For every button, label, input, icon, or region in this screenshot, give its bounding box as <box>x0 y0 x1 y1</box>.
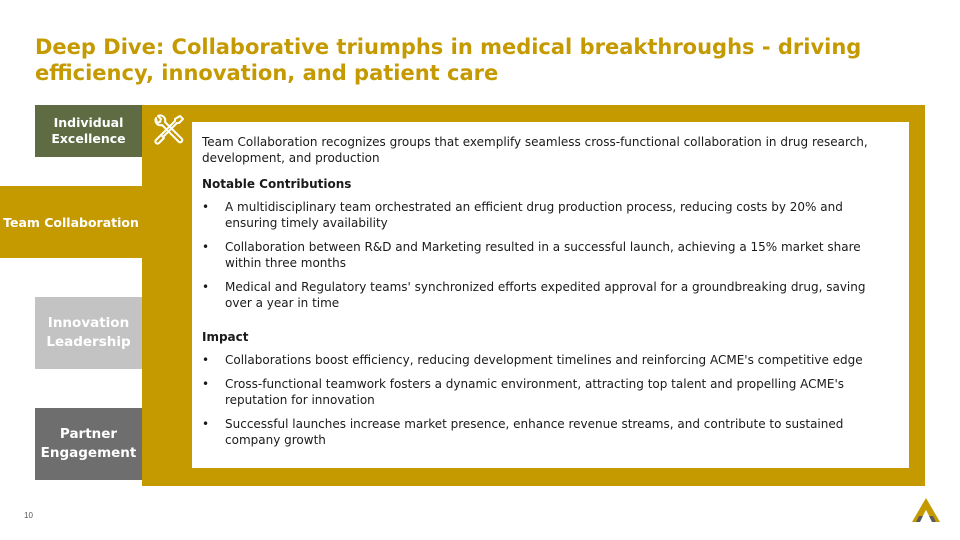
page-number: 10 <box>24 511 33 520</box>
list-item: • Cross-functional teamwork fosters a dynamic environment, attracting top talent and propelling ACME's reputation for innovation <box>202 376 893 408</box>
impact-heading: Impact <box>202 330 249 344</box>
tab-innovation-leadership[interactable]: Innovation Leadership <box>35 297 142 369</box>
contributions-list <box>202 199 893 311</box>
tools-icon <box>150 112 186 148</box>
list-item: • Collaborations boost efficiency, reducing development timelines and reinforcing ACME's competitive edge <box>202 352 893 368</box>
tab-team-collaboration[interactable]: Team Collaboration <box>0 186 142 258</box>
impact-list <box>202 352 893 448</box>
contributions-heading: Notable Contributions <box>202 177 352 191</box>
tab-individual-excellence[interactable]: Individual Excellence <box>35 105 142 157</box>
list-item: • Medical and Regulatory teams' synchronized efforts expedited approval for a groundbreaking drug, saving over a year in time <box>202 279 893 311</box>
panel-intro: Team Collaboration recognizes groups that exemplify seamless cross-functional collaboration in drug research, development, and production <box>202 135 868 165</box>
list-item: • Successful launches increase market presence, enhance revenue streams, and contribute to sustained company growth <box>202 416 893 448</box>
panel-content <box>192 122 909 468</box>
acme-logo-icon <box>910 496 942 524</box>
list-item: • A multidisciplinary team orchestrated an efficient drug production process, reducing costs by 20% and ensuring timely availability <box>202 199 893 231</box>
slide-title: Deep Dive: Collaborative triumphs in medical breakthroughs - driving efficiency, innovation, and patient care <box>35 35 862 85</box>
list-item: • Collaboration between R&D and Marketing resulted in a successful launch, achieving a 15% market share within three months <box>202 239 893 271</box>
tab-partner-engagement[interactable]: Partner Engagement <box>35 408 142 480</box>
